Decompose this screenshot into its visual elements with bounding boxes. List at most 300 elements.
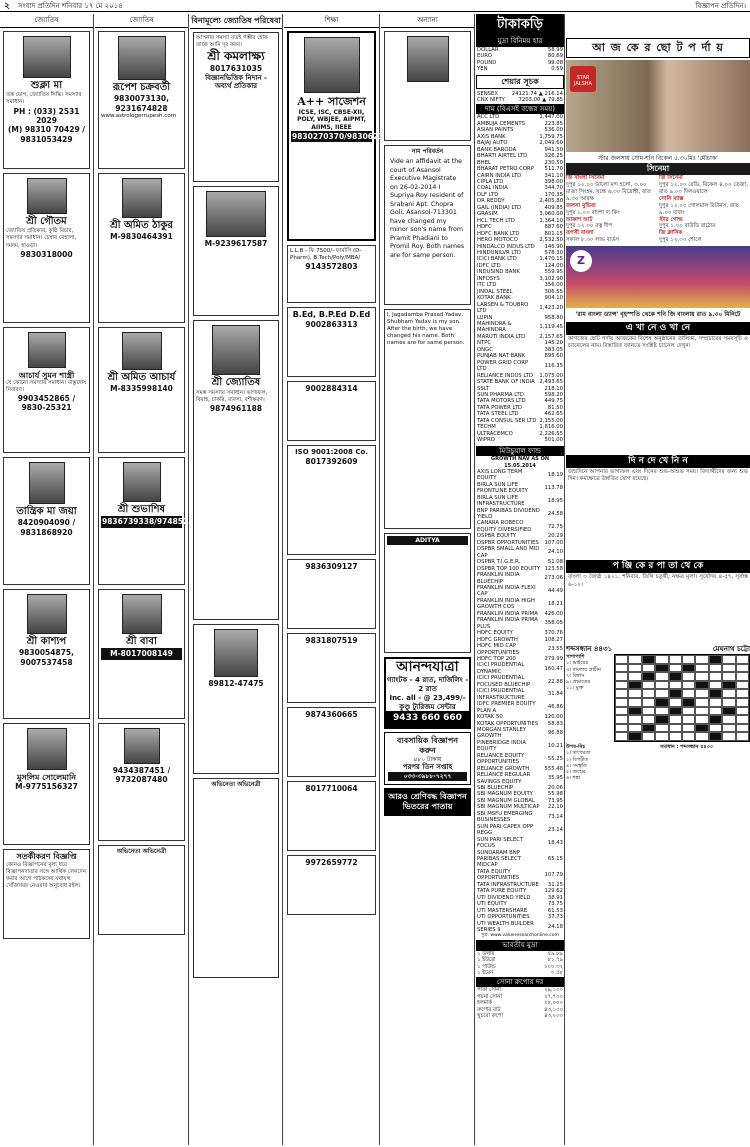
crossword-cell[interactable]: [682, 698, 695, 707]
crossword-cell[interactable]: [669, 655, 682, 664]
crossword-cell[interactable]: [642, 715, 655, 724]
crossword-cell[interactable]: [628, 689, 641, 698]
crossword-cell[interactable]: [669, 664, 682, 673]
crossword-cell[interactable]: [642, 664, 655, 673]
ad-phone: 9836739338/9748523399: [102, 517, 210, 527]
crossword-cell[interactable]: [628, 732, 641, 741]
crossword-cell[interactable]: [682, 681, 695, 690]
mf-row: [476, 546, 564, 559]
mf-label: ICICI PRUDENTIAL INFRASTRUCTURE: [477, 688, 525, 701]
clue-across: ১১। মুক্ত: [566, 685, 584, 692]
stock-label: TECHM: [477, 424, 496, 431]
crossword-cell[interactable]: [695, 698, 708, 707]
stock-label: HERO MOTOCO: [477, 237, 518, 244]
crossword-cell[interactable]: [736, 732, 749, 741]
mf-label: RELIANCE REGULAR SAVINGS EQUITY: [477, 772, 531, 785]
channel-listing: দুপুর ১২.০০ গোলমাল রিটার্নস, রাত ৯.০০ দাবাং: [659, 202, 739, 216]
crossword-cell[interactable]: [642, 698, 655, 707]
crossword-cell[interactable]: [628, 715, 641, 724]
crossword-cell[interactable]: [736, 655, 749, 664]
fx-value: 80.69: [547, 53, 563, 60]
crossword-cell[interactable]: [669, 689, 682, 698]
mf-label: TATA INFRASTRUCTURE: [477, 881, 539, 888]
stock-value: 1,423.20: [539, 304, 563, 311]
stock-label: ICICI BANK LTD: [477, 256, 517, 263]
crossword-cell[interactable]: [628, 698, 641, 707]
ad-phone: 9002884314: [305, 383, 358, 393]
stock-label: COAL INDIA: [477, 185, 508, 192]
crossword-cell[interactable]: [628, 681, 641, 690]
crossword-cell[interactable]: [682, 707, 695, 716]
stock-value: 904.10: [544, 295, 563, 302]
right-masthead: বিজ্ঞাপন প্রতিদিন।: [695, 2, 746, 10]
down-head: উপর-নিচ: [566, 744, 586, 750]
crossword-cell[interactable]: [682, 715, 695, 724]
tour-phone: 9433 660 660: [386, 711, 469, 726]
crossword-cell[interactable]: [709, 664, 722, 673]
crossword-cell[interactable]: [722, 724, 735, 733]
ad-box-sub: পরপর তিন সপ্তাহ: [402, 763, 453, 771]
mf-value: 73.14: [547, 814, 563, 821]
crossword-cell[interactable]: [642, 681, 655, 690]
crossword-cell[interactable]: [642, 724, 655, 733]
crossword-cell[interactable]: [682, 724, 695, 733]
mf-label: FRANKLIN INDIA BLUECHIP: [477, 572, 520, 585]
crossword-cell[interactable]: [615, 724, 628, 733]
mf-label: IDFC PREMIER EQUITY PLAN A: [477, 701, 536, 714]
masthead: সংবাদ প্রতিদিন শনিবার ১৭ মে ২০১৪: [18, 2, 123, 10]
crossword-cell[interactable]: [736, 698, 749, 707]
mf-label: PINEBRIDGE INDIA EQUITY: [477, 739, 526, 753]
crossword-cell[interactable]: [615, 672, 628, 681]
crossword-cell[interactable]: [615, 698, 628, 707]
ad-amit-acharya: [98, 327, 185, 453]
crossword-cell[interactable]: [709, 672, 722, 681]
crossword-cell[interactable]: [615, 681, 628, 690]
currency-value: ৫৯.৮৯: [547, 950, 563, 957]
mf-value: 51.08: [547, 559, 563, 566]
mf-row: [476, 598, 564, 611]
crossword-cell[interactable]: [642, 689, 655, 698]
crossword-cell[interactable]: [628, 672, 641, 681]
notice-name-change: [384, 145, 471, 305]
crossword-cell[interactable]: [655, 672, 668, 681]
mf-value: 44.49: [547, 588, 563, 595]
ad-phone: 9002863313: [305, 319, 358, 329]
ad-bed: [287, 307, 376, 377]
crossword-cell[interactable]: [655, 664, 668, 673]
crossword-grid: [614, 654, 750, 742]
tour-sub: গ্যাংটক - 4 রাত, দার্জিলিং - 2 রাত: [386, 676, 469, 693]
mf-table: [476, 469, 564, 934]
ad-name: শ্রী অমিত আচার্য: [107, 371, 176, 383]
crossword-cell[interactable]: [655, 715, 668, 724]
stock-label: PUNJAB NAT BANK: [477, 353, 526, 360]
crossword-cell[interactable]: [695, 681, 708, 690]
ad-phone: 9830054875, 9007537458: [18, 648, 75, 667]
ad-astrologer: [98, 723, 185, 841]
crossword-cell[interactable]: [615, 664, 628, 673]
mf-label: SBI BLUECHIP: [477, 785, 514, 792]
crossword-cell[interactable]: [695, 715, 708, 724]
ad-kamalakshya: [193, 32, 279, 182]
crossword-cell[interactable]: [695, 672, 708, 681]
mf-value: 120.00: [544, 714, 563, 721]
stocks-title: দাম (বিএসই বন্ধের সময়): [476, 104, 564, 115]
crossword-cell[interactable]: [628, 664, 641, 673]
crossword-cell[interactable]: [655, 689, 668, 698]
column-education: [284, 14, 400, 1145]
crossword-cell[interactable]: [695, 707, 708, 716]
ad-phone: M-9239617587: [204, 239, 268, 248]
gold-value: ২৮,০০০: [544, 1000, 563, 1007]
stock-label: HCL TECH LTD: [477, 217, 515, 224]
mf-label: DSPBR SMALL AND MID CAP: [477, 546, 540, 559]
channel-name: জি সিনেমা: [659, 175, 683, 182]
ad-edu-9: [287, 781, 376, 851]
stock-value: 1,447.00: [539, 114, 563, 121]
crossword-cell[interactable]: [655, 724, 668, 733]
crossword-cell[interactable]: [655, 732, 668, 741]
crossword-cell[interactable]: [628, 707, 641, 716]
mf-value: 555.48: [544, 765, 563, 772]
photo: [123, 462, 161, 502]
crossword-cell[interactable]: [722, 698, 735, 707]
mf-value: 22.10: [547, 804, 563, 811]
clue-down: ৬। শঙ্কা: [566, 775, 581, 782]
crossword-cell[interactable]: [615, 715, 628, 724]
crossword-cell[interactable]: [682, 732, 695, 741]
stock-label: IDFC LTD: [477, 262, 501, 269]
stock-label: BANK BARODA: [477, 146, 517, 153]
crossword-cell[interactable]: [722, 715, 735, 724]
day-head: দি ন দে খে নি ন: [566, 455, 750, 468]
crossword-cell[interactable]: [695, 724, 708, 733]
notice-head: অভিনেতা অভিনেত্রী: [116, 847, 167, 855]
ad-box-phone: ০৩৩-৩৯৮৮-৭২৭৭: [388, 772, 467, 782]
mf-row: [476, 675, 564, 688]
crossword-cell[interactable]: [655, 698, 668, 707]
crossword-cell[interactable]: [615, 655, 628, 664]
mf-label: DSPBR EQUITY: [477, 533, 517, 540]
crossword-cell[interactable]: [736, 681, 749, 690]
footer-more-ads: আরও শ্রেণিবদ্ধ বিজ্ঞাপন ভিতরের পাতায়: [384, 788, 471, 816]
mf-label: SBI MSFU EMERGING BUSINESSES: [477, 810, 533, 824]
stock-value: 223.85: [544, 120, 563, 127]
crossword-cell[interactable]: [736, 715, 749, 724]
photo: [407, 36, 449, 82]
mf-label: HDFC MID CAP OPPORTUNITIES: [477, 643, 520, 656]
mf-row: [476, 721, 564, 727]
photo: [122, 178, 162, 218]
currency-label: ১ ইউরো: [477, 957, 496, 964]
tv-header: আ জ কে র ছো ট প র্দা য়: [566, 38, 750, 58]
stock-label: BHEL: [477, 159, 491, 166]
crossword-cell[interactable]: [642, 707, 655, 716]
crossword-cell[interactable]: [615, 689, 628, 698]
crossword-cell[interactable]: [655, 681, 668, 690]
mf-label: FRANKLIN INDIA PRIMA: [477, 610, 538, 617]
mf-label: FRANKLIN INDIA HIGH GROWTH COS: [477, 597, 535, 611]
photo: [212, 325, 260, 375]
crossword-cell[interactable]: [709, 698, 722, 707]
crossword-cell[interactable]: [709, 715, 722, 724]
mf-label: TATA PURE EQUITY: [477, 888, 527, 895]
stock-value: 1,759.75: [539, 133, 563, 140]
ad-edu-7: [287, 633, 376, 703]
gold-label: হলমার্ক: [477, 1000, 492, 1007]
crossword-cell[interactable]: [736, 707, 749, 716]
mf-value: 22.88: [547, 678, 563, 685]
photo: [27, 178, 67, 214]
channel-name: সোনি ম্যাক্স: [659, 195, 684, 202]
mf-value: 55.98: [547, 791, 563, 798]
stock-value: 383.05: [544, 346, 563, 353]
crossword-cell[interactable]: [722, 664, 735, 673]
mf-value: 96.88: [547, 730, 563, 737]
ad-head: B.Ed, B.P.Ed D.Ed: [292, 309, 371, 319]
mf-label: FRANKLIN INDIA FLEXI CAP: [477, 584, 536, 598]
ad-phone: M-8017008149: [101, 648, 182, 659]
crossword-cell[interactable]: [682, 655, 695, 664]
mf-row: [476, 740, 564, 753]
mf-row: [476, 495, 564, 508]
stock-label: JINDAL STEEL: [477, 288, 513, 295]
stock-value: 230.50: [544, 159, 563, 166]
stock-value: 511.70: [544, 166, 563, 173]
mf-sub: GROWTH NAV AS ON 15.05.2014: [490, 456, 550, 469]
crossword-cell[interactable]: [736, 689, 749, 698]
gold-label: গয়না সোনা: [477, 993, 502, 1000]
mf-label: BIRLA SUN LIFE INFRASTRUCTURE: [477, 494, 525, 508]
ad-phone: 8017631035: [209, 64, 263, 74]
stock-value: 145.20: [544, 340, 563, 347]
ad-phone: 9874961188: [209, 403, 263, 413]
mf-label: KOTAK 50: [477, 714, 503, 721]
mf-title: মিউচুয়াল ফান্ড: [476, 446, 564, 457]
mf-value: 58.83: [547, 720, 563, 727]
crossword-cell[interactable]: [722, 689, 735, 698]
index-label: CNX NIFTY: [477, 97, 505, 104]
ad-muslim-solemani: [3, 723, 90, 845]
ad-head: ISO 9001:2008 Co.: [295, 447, 368, 456]
stock-value: 895.60: [544, 353, 563, 360]
stock-label: WIPRO: [477, 437, 495, 444]
crossword-cell[interactable]: [736, 724, 749, 733]
ad-phone: M-8335998140: [110, 384, 173, 394]
crossword-cell[interactable]: [695, 732, 708, 741]
mf-label: SUN PARI CAPEX OPP REGG: [477, 823, 534, 837]
ad-gautam: [3, 173, 90, 323]
ad-tour: [384, 657, 471, 729]
crossword-cell[interactable]: [642, 655, 655, 664]
crossword-cell[interactable]: [669, 681, 682, 690]
gold-label: রুপোর বাট: [477, 1006, 501, 1013]
index-title: শেয়ার সূচক: [476, 75, 564, 89]
ad-phone: 9831807519: [305, 635, 358, 645]
crossword-cell[interactable]: [709, 655, 722, 664]
ad-box-price: ৪৮০ টাকায়: [413, 755, 442, 763]
clue-down: ২। বিপরীত: [566, 756, 589, 763]
fx-label: POUND: [477, 59, 497, 66]
ad-text: তন্ত্র যোগ, জ্যোতিষ সিদ্ধি। সমস্যার সমাধান।: [6, 92, 82, 106]
fx-table: [476, 47, 564, 73]
currency-value: ০.৫৮: [550, 970, 563, 977]
crossword-cell[interactable]: [736, 664, 749, 673]
mf-value: 73.95: [547, 797, 563, 804]
mf-value: 38.91: [547, 894, 563, 901]
crossword-cell[interactable]: [722, 707, 735, 716]
stock-row: [476, 166, 564, 172]
stock-label: ASIAN PAINTS: [477, 127, 514, 134]
photo: [118, 36, 166, 80]
mf-label: DSPBR OPPORTUNITIES: [477, 539, 539, 546]
stock-label: ULTRACEMCO: [477, 430, 513, 437]
crossword-cell[interactable]: [695, 689, 708, 698]
ad-phone: M-9830464391: [110, 232, 173, 242]
stock-row: [476, 153, 564, 159]
crossword-cell[interactable]: [722, 655, 735, 664]
fx-value: 99.08: [547, 59, 563, 66]
stock-label: BAJAJ AUTO: [477, 140, 508, 147]
mf-row: [476, 753, 564, 766]
stock-label: INFOSYS: [477, 275, 500, 282]
stock-label: AMBUJA CEMENTS: [477, 120, 526, 127]
crossword-cell[interactable]: [709, 732, 722, 741]
ad-phone: 9903452865 / 9830-25321: [17, 394, 76, 413]
stock-label: CAIRN INDIA LTD: [477, 172, 522, 179]
crossword-prev: [660, 744, 750, 782]
stock-value: 3,060.00: [539, 211, 563, 218]
crossword-cell[interactable]: [722, 732, 735, 741]
ad-tantrik-ma-jaya: [3, 457, 90, 585]
stock-value: 501.00: [544, 437, 563, 444]
mf-row: [476, 811, 564, 824]
mf-row: [476, 914, 564, 920]
stock-value: 2,405.80: [539, 198, 563, 205]
notice-head: সতর্কীকরণ বিজ্ঞপ্তি: [16, 851, 77, 861]
mf-value: 31.84: [547, 691, 563, 698]
stock-value: 2,155.00: [539, 417, 563, 424]
mf-value: 370.76: [544, 630, 563, 637]
stock-value: 3,102.90: [539, 275, 563, 282]
stock-label: HINDALCO INDUS LTD: [477, 243, 535, 250]
crossword-cell[interactable]: [669, 707, 682, 716]
crossword-cell[interactable]: [695, 655, 708, 664]
stock-value: 941.50: [544, 146, 563, 153]
now-text: কাগজের ছোট পর্দায় আজকের বিশেষ অনুষ্ঠানের তালিকা, সম্প্রচারের সময়সূচি ও চ্যানেলের নাম। বিস্তারিত জানতে সংশ্লিষ্ট চ্যানেল দেখুন।: [568, 335, 748, 350]
crossword-cell[interactable]: [722, 672, 735, 681]
crossword-cell[interactable]: [682, 664, 695, 673]
channel-listing: দুপুর ১.০০ রাউডি রাঠোর: [659, 223, 716, 230]
stock-label: INDUSIND BANK: [477, 269, 520, 276]
mf-value: 18.19: [547, 472, 563, 479]
ad-name: তান্ত্রিক মা জয়া: [16, 505, 77, 517]
crossword-cell[interactable]: [669, 724, 682, 733]
ad-shubhashish: [98, 457, 210, 585]
crossword-cell[interactable]: [695, 664, 708, 673]
crossword-cell[interactable]: [655, 655, 668, 664]
stocks-table: [476, 114, 564, 443]
ad-name: শ্রী বাবা: [126, 635, 157, 647]
crossword-cell[interactable]: [615, 732, 628, 741]
crossword-cell[interactable]: [615, 707, 628, 716]
gold-value: ২৭,৭০০: [544, 993, 563, 1000]
gold-value: ২৯,১০০: [544, 987, 563, 994]
stock-value: 1,119.45: [539, 324, 563, 331]
stock-label: CIPLA LTD: [477, 179, 504, 185]
mf-label: BNP PARIBAS DIVIDEND YIELD: [477, 507, 540, 520]
mf-value: 24.58: [547, 510, 563, 517]
photo: [122, 332, 162, 370]
ad-name: শ্রী গৌতম: [26, 215, 67, 227]
mf-label: UTI MASTERSHARE: [477, 907, 528, 914]
crossword-cell[interactable]: [669, 715, 682, 724]
crossword-cell[interactable]: [682, 689, 695, 698]
crossword-cell[interactable]: [709, 681, 722, 690]
mf-value: 426.00: [544, 610, 563, 617]
photo: [29, 462, 65, 504]
mf-label: DSPBR T.I.G.E.R.: [477, 559, 521, 566]
channel-listing: দুপুর ১২.৩০ শোলে: [659, 237, 702, 244]
crossword-cell[interactable]: [669, 732, 682, 741]
crossword-cell[interactable]: [655, 707, 668, 716]
ad-baba: [98, 589, 185, 719]
stock-value: 1,364.10: [539, 217, 563, 224]
stock-value: 801.15: [544, 230, 563, 237]
mf-label: CANARA ROBECO EQUITY DIVERSIFIED: [477, 520, 532, 533]
cinema-listing: [566, 175, 750, 244]
mf-value: 129.62: [544, 888, 563, 895]
mf-value: 35.95: [547, 775, 563, 782]
ad-phone: 9830073130, 9231674828: [113, 94, 170, 113]
crossword: [566, 645, 750, 781]
crossword-cell[interactable]: [642, 672, 655, 681]
fx-value: 0.59: [551, 66, 563, 73]
mf-label: UTI EQUITY: [477, 901, 507, 908]
crossword-cell[interactable]: [628, 655, 641, 664]
ad-rupesh: [98, 31, 185, 169]
crossword-cell[interactable]: [709, 689, 722, 698]
stock-value: 356.00: [544, 282, 563, 289]
stock-value: 462.65: [544, 411, 563, 418]
crossword-cell[interactable]: [709, 707, 722, 716]
index-row: [476, 97, 564, 103]
stock-value: 398.00: [544, 179, 563, 185]
crossword-cell[interactable]: [722, 681, 735, 690]
crossword-cell[interactable]: [682, 672, 695, 681]
stock-value: 598.20: [544, 391, 563, 398]
crossword-cell[interactable]: [669, 698, 682, 707]
stock-value: 116.35: [544, 362, 563, 369]
mf-label: HDFC TOP 200: [477, 655, 516, 662]
tv-caption: স্টার জলসায় সোম-শনি বিকেল ৫.৩০মিঃ 'মৌচাক': [598, 154, 718, 162]
dance-show-image: [566, 246, 750, 308]
crossword-cell[interactable]: [669, 672, 682, 681]
crossword-cell[interactable]: [642, 732, 655, 741]
mf-label: FRANKLIN INDIA PRIMA PLUS: [477, 617, 538, 630]
gold-label: পাকা সোনা: [477, 987, 501, 994]
crossword-cell[interactable]: [709, 724, 722, 733]
crossword-cell[interactable]: [736, 672, 749, 681]
stock-value: 536.00: [544, 127, 563, 134]
ad-edu-6: [287, 559, 376, 629]
stock-row: [476, 437, 564, 443]
ad-jyotish: [193, 320, 279, 620]
stock-row: [476, 398, 564, 404]
crossword-cell[interactable]: [628, 724, 641, 733]
stock-label: DLF LTD: [477, 191, 499, 198]
